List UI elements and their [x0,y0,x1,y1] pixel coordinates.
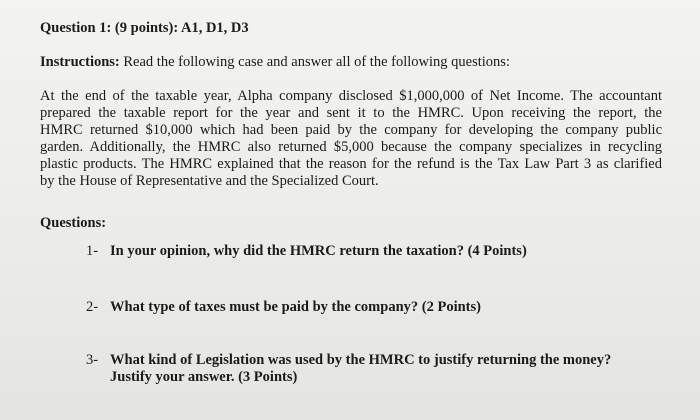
case-line: by the House of Representative and the Specialized Court. [40,173,379,189]
case-line: At the end of the taxable year, Alpha company disclosed $1,000,000 of Net Income. The accountant [40,88,662,104]
question-text: In your opinion, why did the HMRC return the taxation? (4 Points) [110,243,527,259]
case-paragraph [40,88,662,190]
case-line: garden. Additionally, the HMRC also returned $5,000 because the company specializes in recycling [40,139,662,155]
question-item-2 [86,299,481,316]
instructions-text: Read the following case and answer all of the following questions: [119,54,510,70]
question-number: 3- [86,352,99,368]
instructions-label: Instructions: [40,54,120,70]
case-line: plastic products. The HMRC explained that the reason for the refund is the Tax Law Part 3 as clarified [40,156,662,172]
question-text: What type of taxes must be paid by the company? (2 Points) [110,299,481,315]
question-title: Question 1: (9 points): A1, D1, D3 [40,20,249,36]
question-number: 1- [86,243,99,259]
questions-heading: Questions: [40,215,107,231]
question-text-continuation: Justify your answer. (3 Points) [110,369,298,385]
case-line: prepared the taxable report for the year and sent it to the HMRC. Upon receiving the report, the [40,105,662,121]
instructions [40,54,510,71]
question-item-3 [86,352,611,386]
question-text: What kind of Legislation was used by the HMRC to justify returning the money? [110,352,612,368]
case-line: HMRC returned $10,000 which had been paid by the company for developing the company public [40,122,662,138]
question-number: 2- [86,299,99,315]
question-item-1 [86,243,527,260]
